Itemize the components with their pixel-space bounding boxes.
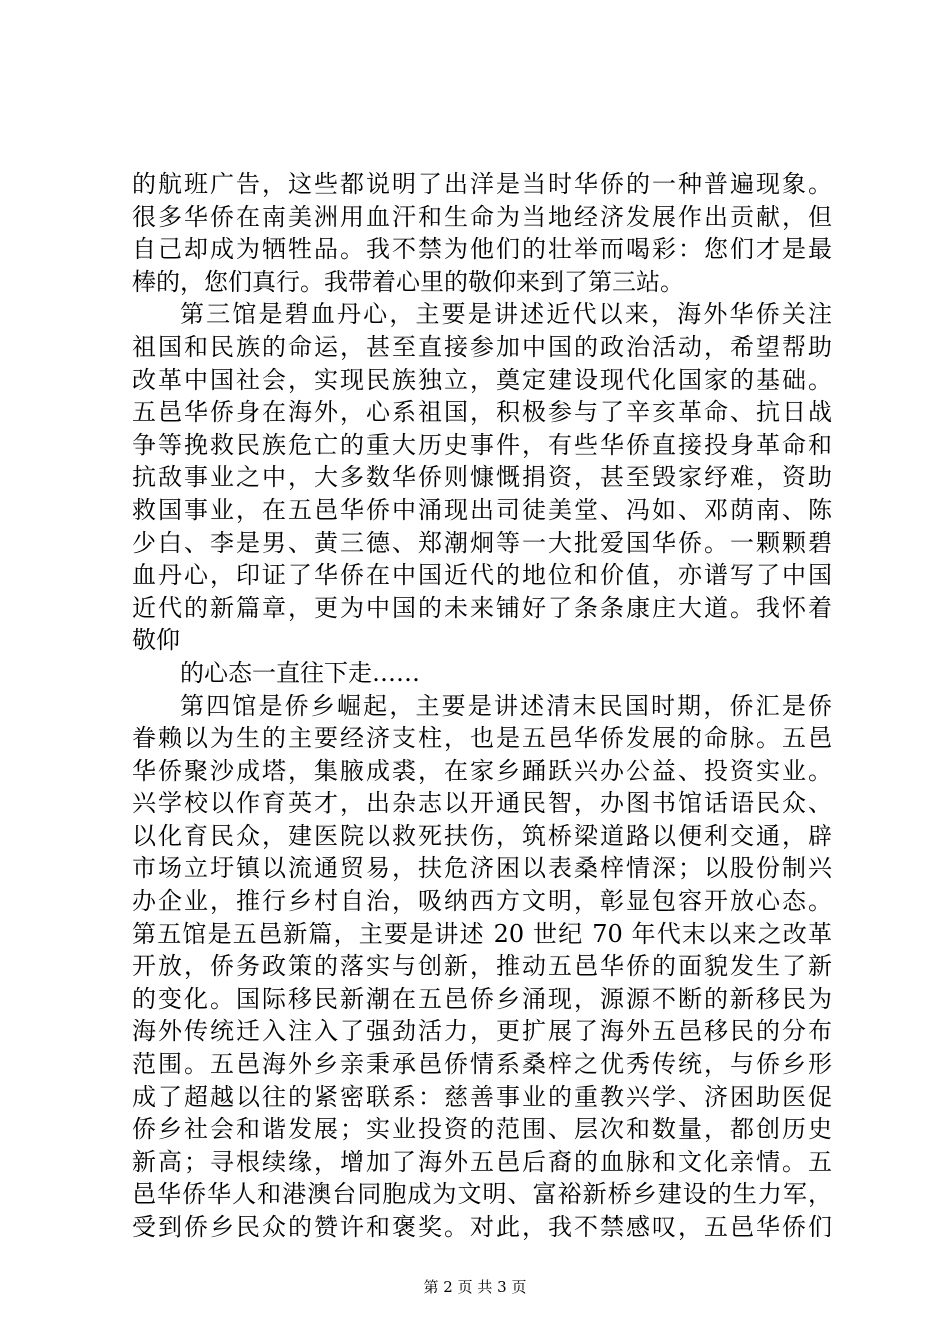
text-line: 血丹心，印证了华侨在中国近代的地位和价值，亦谱写了中国 <box>132 561 832 590</box>
text-line: 眷赖以为生的主要经济支柱，也是五邑华侨发展的命脉。五邑 <box>132 724 832 753</box>
text-line: 祖国和民族的命运，甚至直接参加中国的政治活动，希望帮助 <box>132 332 832 361</box>
text-line: 敬仰 <box>132 626 180 655</box>
text-line: 第三馆是碧血丹心，主要是讲述近代以来，海外华侨关注 <box>180 300 832 329</box>
text-line: 范围。五邑海外乡亲秉承邑侨情系桑梓之优秀传统，与侨乡形 <box>132 1050 832 1079</box>
text-line: 少白、李是男、黄三德、郑潮炯等一大批爱国华侨。一颗颗碧 <box>132 528 832 557</box>
text-line: 抗敌事业之中，大多数华侨则慷慨捐资，甚至毁家纾难，资助 <box>132 463 832 492</box>
text-line: 华侨聚沙成塔，集腋成裘，在家乡踊跃兴办公益、投资实业。 <box>132 756 832 785</box>
text-line: 邑华侨华人和港澳台同胞成为文明、富裕新桥乡建设的生力军， <box>132 1180 832 1209</box>
text-line: 办企业，推行乡村自治，吸纳西方文明，彰显包容开放心态。 <box>132 887 832 916</box>
text-line: 很多华侨在南美洲用血汗和生命为当地经济发展作出贡献，但 <box>132 202 832 231</box>
text-line: 救国事业，在五邑华侨中涌现出司徒美堂、冯如、邓荫南、陈 <box>132 495 832 524</box>
page-footer: 第 2 页 共 3 页 <box>423 1278 527 1296</box>
text-line: 第五馆是五邑新篇，主要是讲述 20 世纪 70 年代末以来之改革 <box>132 919 832 948</box>
text-line: 近代的新篇章，更为中国的未来铺好了条条康庄大道。我怀着 <box>132 593 832 622</box>
text-line: 兴学校以作育英才，出杂志以开通民智，办图书馆话语民众、 <box>132 789 832 818</box>
text-line: 改革中国社会，实现民族独立，奠定建设现代化国家的基础。 <box>132 365 832 394</box>
text-line: 侨乡社会和谐发展；实业投资的范围、层次和数量，都创历史 <box>132 1115 832 1144</box>
text-line: 棒的，您们真行。我带着心里的敬仰来到了第三站。 <box>132 267 684 296</box>
text-line: 自己却成为牺牲品。我不禁为他们的壮举而喝彩：您们才是最 <box>132 235 832 264</box>
text-line: 市场立圩镇以流通贸易，扶危济困以表桑梓情深；以股份制兴 <box>132 854 832 883</box>
text-line: 海外传统迁入注入了强劲活力，更扩展了海外五邑移民的分布 <box>132 1017 832 1046</box>
body-text <box>132 168 832 1244</box>
text-line: 以化育民众，建医院以救死扶伤，筑桥梁道路以便利交通，辟 <box>132 821 832 850</box>
text-line: 的变化。国际移民新潮在五邑侨乡涌现，源源不断的新移民为 <box>132 984 832 1013</box>
text-line: 的心态一直往下走…… <box>180 658 420 687</box>
text-line: 开放，侨务政策的落实与创新，推动五邑华侨的面貌发生了新 <box>132 952 832 981</box>
text-line: 五邑华侨身在海外，心系祖国，积极参与了辛亥革命、抗日战 <box>132 398 832 427</box>
text-line: 争等挽救民族危亡的重大历史事件，有些华侨直接投身革命和 <box>132 430 832 459</box>
text-line: 成了超越以往的紧密联系：慈善事业的重教兴学、济困助医促 <box>132 1082 832 1111</box>
text-line: 的航班广告，这些都说明了出洋是当时华侨的一种普遍现象。 <box>132 170 832 198</box>
text-line: 新高；寻根续缘，增加了海外五邑后裔的血脉和文化亲情。五 <box>132 1147 832 1176</box>
text-line: 受到侨乡民众的赞许和褒奖。对此，我不禁感叹，五邑华侨们 <box>132 1213 832 1241</box>
text-line: 第四馆是侨乡崛起，主要是讲述清末民国时期，侨汇是侨 <box>180 691 832 720</box>
